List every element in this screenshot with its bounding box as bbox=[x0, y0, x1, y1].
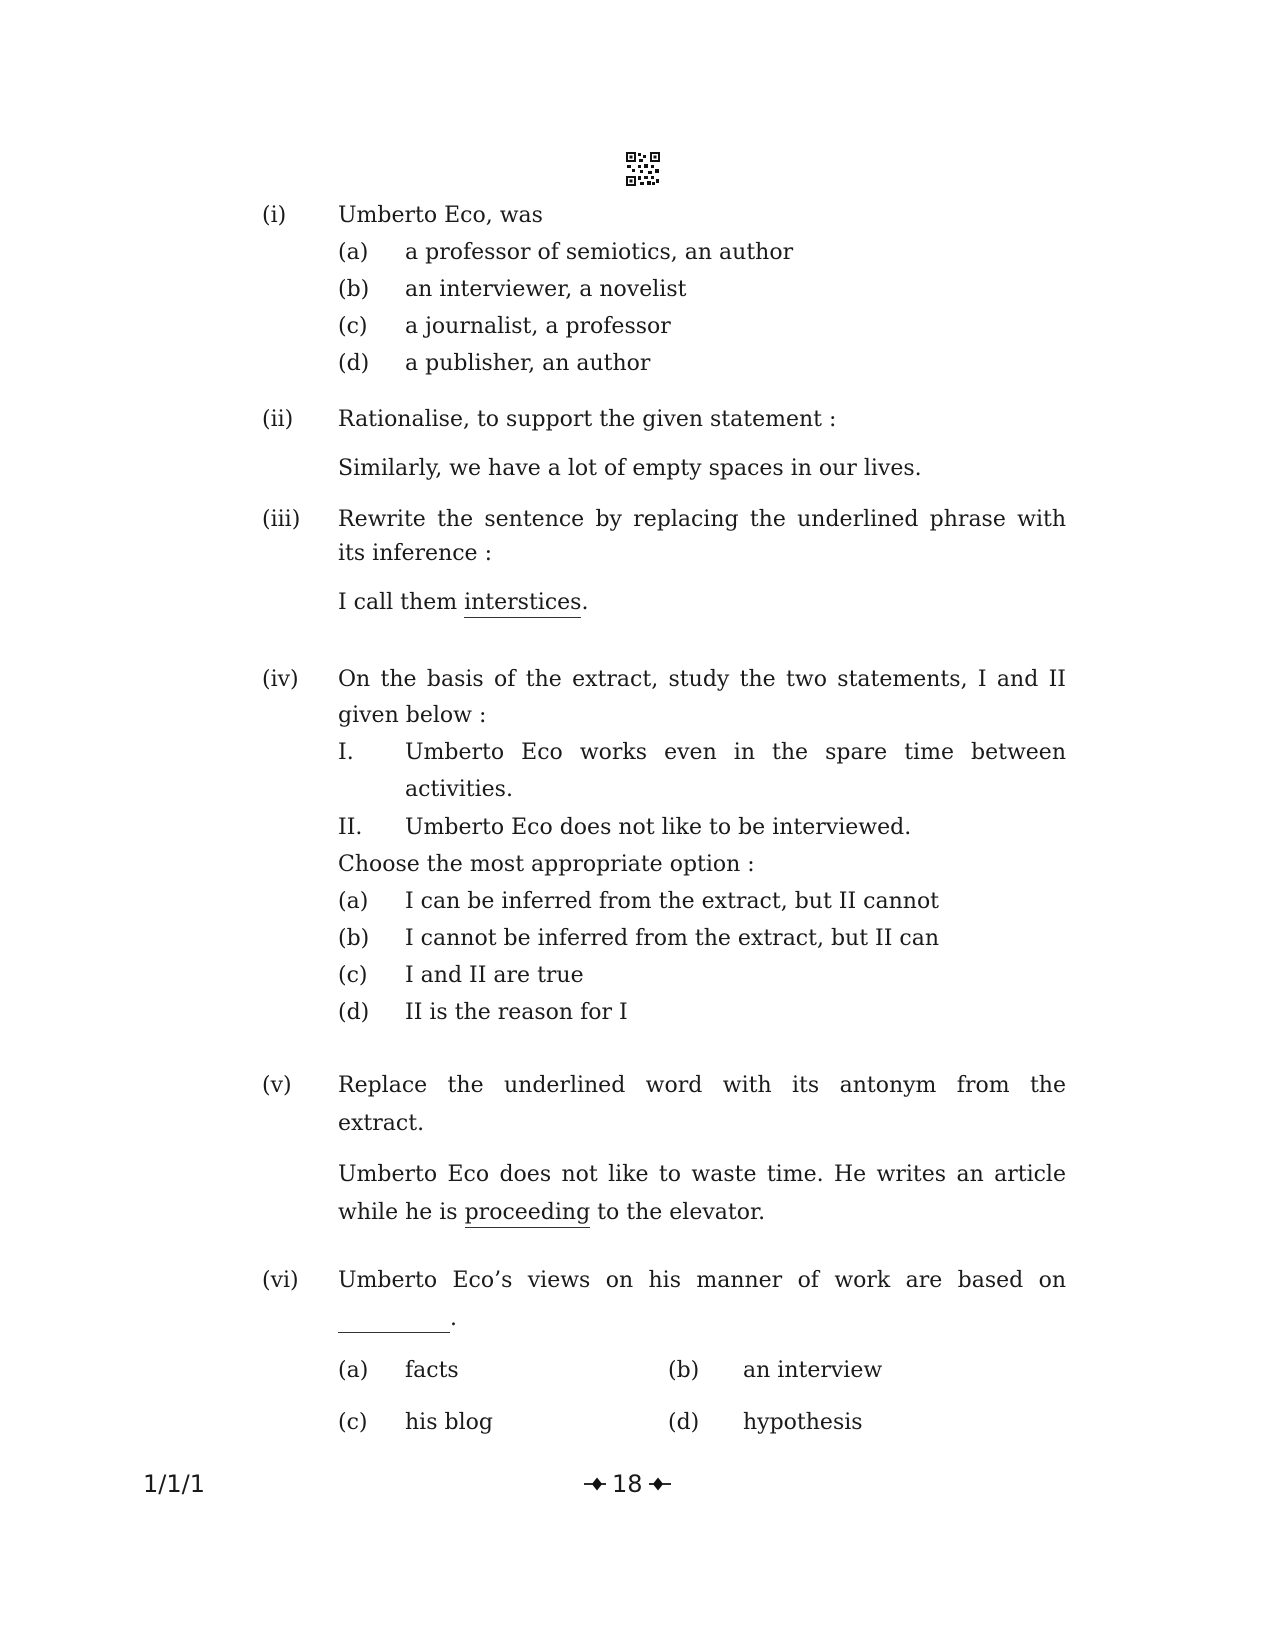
blank-suffix: . bbox=[450, 1306, 457, 1331]
question-number: (v) bbox=[262, 1073, 292, 1098]
question-stem-line: Replace the underlined word with its antonym from the bbox=[338, 1073, 1066, 1098]
sentence bbox=[338, 590, 588, 616]
option-label: (b) bbox=[338, 277, 370, 302]
statement-text: Umberto Eco works even in the spare time between bbox=[405, 740, 1066, 765]
option-label: (c) bbox=[338, 963, 368, 988]
option-text: I and II are true bbox=[405, 963, 584, 988]
statement-text: Umberto Eco does not like to be interviewed. bbox=[405, 815, 912, 840]
option-text: an interview bbox=[743, 1358, 883, 1383]
question-stem-line: its inference : bbox=[338, 541, 492, 566]
qr-code-icon bbox=[626, 152, 660, 186]
option-label: (b) bbox=[668, 1358, 700, 1383]
question-stem: Rationalise, to support the given statement : bbox=[338, 407, 837, 432]
option-label: (d) bbox=[338, 1000, 370, 1025]
question-stem-line: On the basis of the extract, study the two statements, I and II bbox=[338, 667, 1066, 692]
blank-line bbox=[338, 1306, 450, 1333]
option-label: (a) bbox=[338, 240, 369, 265]
option-text: hypothesis bbox=[743, 1410, 863, 1435]
page-number: 18 bbox=[612, 1470, 643, 1498]
option-label: (a) bbox=[338, 1358, 369, 1383]
question-number: (iv) bbox=[262, 667, 299, 692]
option-text: a publisher, an author bbox=[405, 351, 651, 376]
underlined-phrase: interstices bbox=[464, 590, 581, 618]
passage-text: while he is bbox=[338, 1200, 465, 1225]
question-stem-line: Rewrite the sentence by replacing the underlined phrase with bbox=[338, 507, 1066, 532]
fill-blank bbox=[338, 1306, 457, 1333]
option-text: an interviewer, a novelist bbox=[405, 277, 687, 302]
statement-label: II. bbox=[338, 815, 363, 840]
passage-line: Umberto Eco does not like to waste time. He writes an article bbox=[338, 1162, 1066, 1187]
option-label: (c) bbox=[338, 314, 368, 339]
passage-text: to the elevator. bbox=[590, 1200, 766, 1225]
option-text: I cannot be inferred from the extract, but II can bbox=[405, 926, 940, 951]
diamond-arrow-icon bbox=[584, 1477, 606, 1491]
instruction: Choose the most appropriate option : bbox=[338, 852, 755, 877]
option-text: his blog bbox=[405, 1410, 493, 1435]
question-stem-line: given below : bbox=[338, 703, 487, 728]
option-label: (d) bbox=[338, 351, 370, 376]
option-text: facts bbox=[405, 1358, 459, 1383]
passage-line bbox=[338, 1200, 765, 1226]
option-label: (c) bbox=[338, 1410, 368, 1435]
given-statement: Similarly, we have a lot of empty spaces in our lives. bbox=[338, 456, 922, 481]
statement-text: activities. bbox=[405, 777, 513, 802]
question-stem: Umberto Eco, was bbox=[338, 203, 543, 228]
option-label: (d) bbox=[668, 1410, 700, 1435]
question-number: (ii) bbox=[262, 407, 294, 432]
option-label: (b) bbox=[338, 926, 370, 951]
sentence-text: . bbox=[581, 590, 589, 615]
option-text: I can be inferred from the extract, but II cannot bbox=[405, 889, 940, 914]
page-number-block bbox=[584, 1470, 671, 1499]
sentence-text: I call them bbox=[338, 590, 465, 615]
diamond-arrow-icon bbox=[649, 1477, 671, 1491]
question-number: (vi) bbox=[262, 1268, 299, 1293]
option-text: a journalist, a professor bbox=[405, 314, 671, 339]
question-number: (i) bbox=[262, 203, 287, 228]
question-number: (iii) bbox=[262, 507, 301, 532]
option-label: (a) bbox=[338, 889, 369, 914]
option-text: II is the reason for I bbox=[405, 1000, 628, 1025]
question-stem-line: extract. bbox=[338, 1111, 425, 1136]
option-text: a professor of semiotics, an author bbox=[405, 240, 794, 265]
question-stem-line: Umberto Eco’s views on his manner of work are based on bbox=[338, 1268, 1066, 1293]
statement-label: I. bbox=[338, 740, 354, 765]
underlined-word: proceeding bbox=[465, 1200, 591, 1228]
paper-code: 1/1/1 bbox=[143, 1470, 205, 1498]
